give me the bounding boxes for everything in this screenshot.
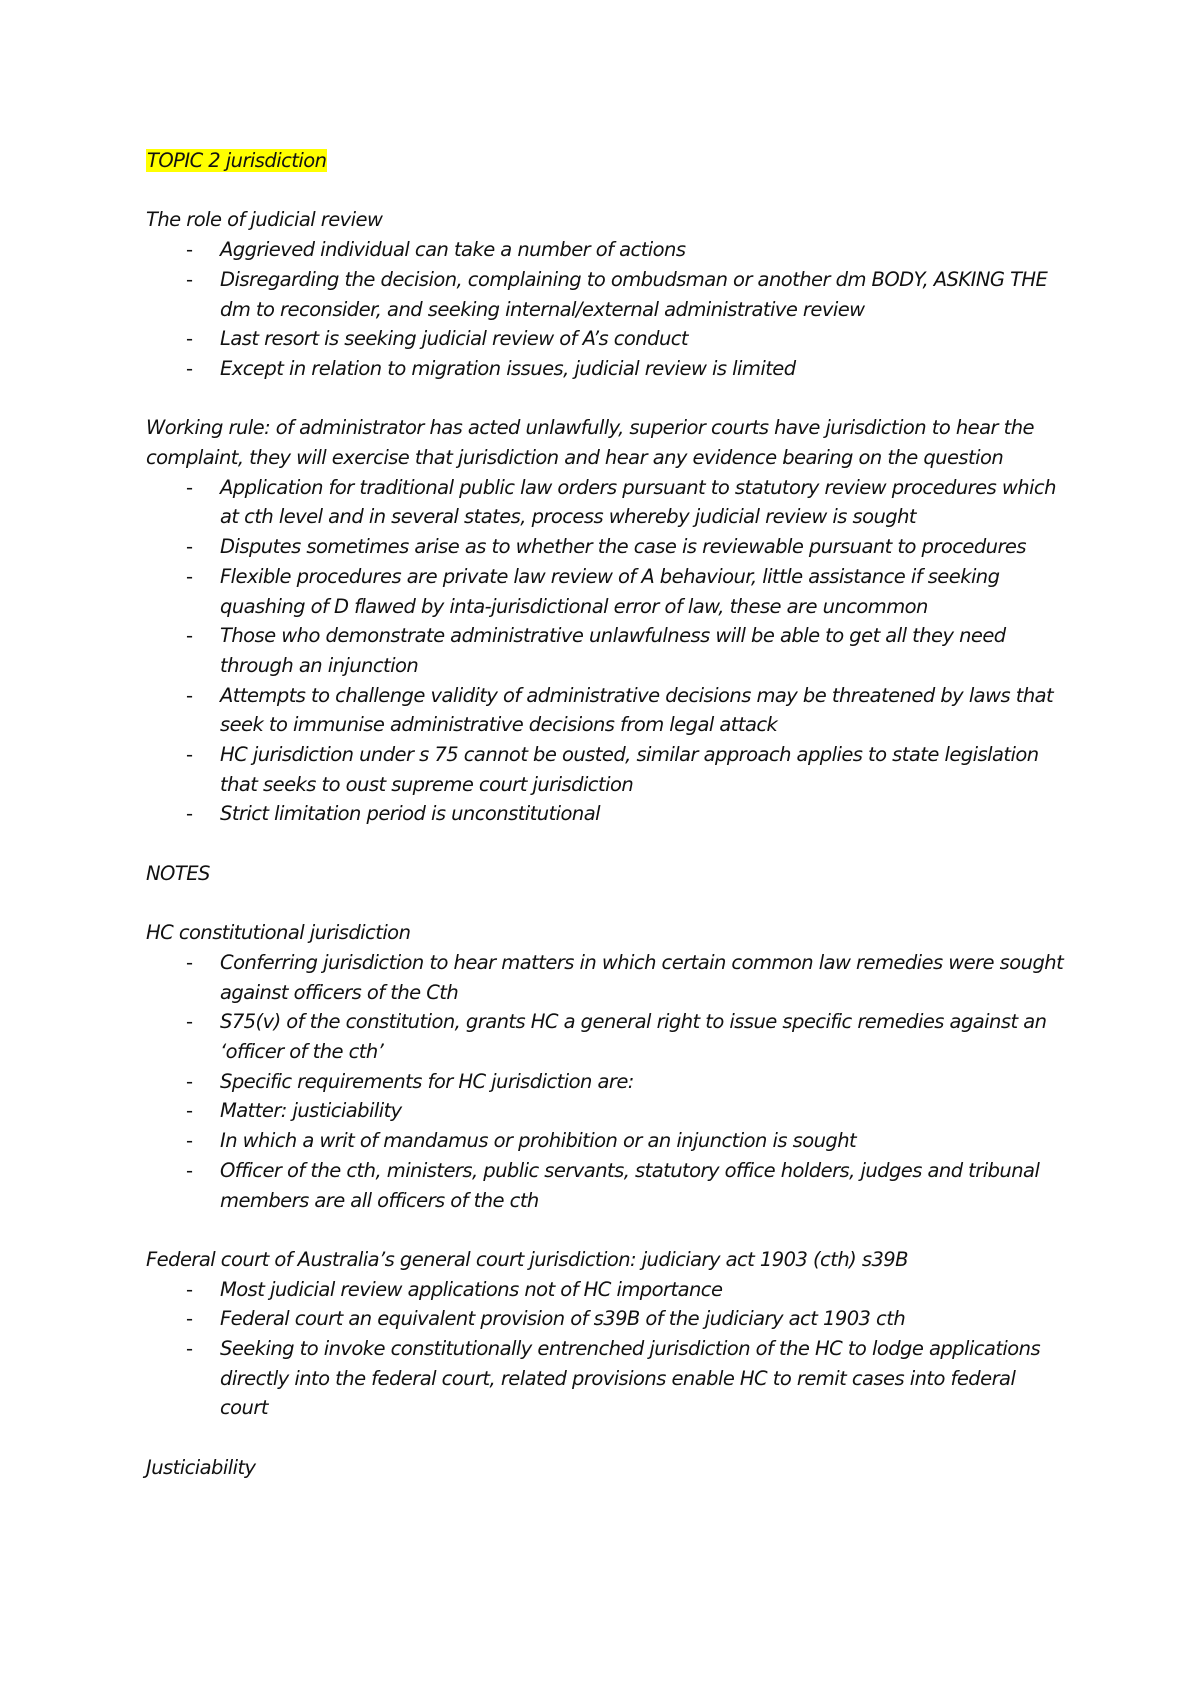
bullet-item: - Flexible procedures are private law review of A behaviour, little assistance if seeking quashing of D flawed by inta-jurisdictional error of law, these are uncommon	[220, 562, 1066, 621]
topic-title-line	[146, 146, 1066, 176]
bullet-item: - Aggrieved individual can take a number of actions	[220, 235, 1066, 265]
topic-title: TOPIC 2 jurisdiction	[147, 149, 327, 172]
bullet-item: - Seeking to invoke constitutionally entrenched jurisdiction of the HC to lodge applications directly into the federal court, related provisions enable HC to remit cases into federal court	[220, 1334, 1066, 1423]
bullet-list	[146, 473, 1066, 829]
section-notes	[146, 859, 1066, 889]
section-heading: Justiciability	[146, 1455, 256, 1479]
section-heading: NOTES	[146, 861, 210, 885]
bullet-item: - HC jurisdiction under s 75 cannot be ousted, similar approach applies to state legislation that seeks to oust supreme court jurisdiction	[220, 740, 1066, 799]
bullet-list	[146, 1275, 1066, 1424]
bullet-item: - Most judicial review applications not of HC importance	[220, 1275, 1066, 1305]
bullet-item: - Those who demonstrate administrative unlawfulness will be able to get all they need through an injunction	[220, 621, 1066, 680]
bullet-item: - Specific requirements for HC jurisdiction are:	[220, 1067, 1066, 1097]
bullet-item: - Strict limitation period is unconstitutional	[220, 799, 1066, 829]
section-heading: Federal court of Australia’s general court jurisdiction: judiciary act 1903 (cth) s39B	[146, 1247, 908, 1271]
section-working-rule	[146, 413, 1066, 829]
bullet-item: - Application for traditional public law orders pursuant to statutory review procedures which at cth level and in several states, process whereby judicial review is sought	[220, 473, 1066, 532]
section-role-of-judicial-review	[146, 205, 1066, 383]
bullet-item: - In which a writ of mandamus or prohibition or an injunction is sought	[220, 1126, 1066, 1156]
bullet-item: - Federal court an equivalent provision of s39B of the judiciary act 1903 cth	[220, 1304, 1066, 1334]
bullet-item: - Matter: justiciability	[220, 1096, 1066, 1126]
bullet-item: - Disregarding the decision, complaining to ombudsman or another dm BODY, ASKING THE dm to reconsider, and seeking internal/external administrative review	[220, 265, 1066, 324]
document-page	[146, 146, 1066, 1483]
section-heading: The role of judicial review	[146, 208, 383, 232]
bullet-item: - Disputes sometimes arise as to whether the case is reviewable pursuant to procedures	[220, 532, 1066, 562]
bullet-item: - Attempts to challenge validity of administrative decisions may be threatened by laws that seek to immunise administrative decisions from legal attack	[220, 681, 1066, 740]
bullet-item: - Except in relation to migration issues, judicial review is limited	[220, 354, 1066, 384]
section-justiciability	[146, 1453, 1066, 1483]
section-hc-constitutional-jurisdiction	[146, 918, 1066, 1215]
section-federal-court-jurisdiction	[146, 1245, 1066, 1423]
section-heading: Working rule: of administrator has acted unlawfully, superior courts have jurisdiction to hear the complaint, they will exercise that jurisdiction and hear any evidence bearing on the question	[146, 416, 1034, 469]
section-heading: HC constitutional jurisdiction	[146, 921, 411, 945]
bullet-item: - Last resort is seeking judicial review of A’s conduct	[220, 324, 1066, 354]
bullet-list	[146, 235, 1066, 384]
bullet-list	[146, 948, 1066, 1215]
bullet-item: - S75(v) of the constitution, grants HC a general right to issue specific remedies against an ‘officer of the cth’	[220, 1007, 1066, 1066]
bullet-item: - Conferring jurisdiction to hear matters in which certain common law remedies were sought against officers of the Cth	[220, 948, 1066, 1007]
bullet-item: - Officer of the cth, ministers, public servants, statutory office holders, judges and tribunal members are all officers of the cth	[220, 1156, 1066, 1215]
